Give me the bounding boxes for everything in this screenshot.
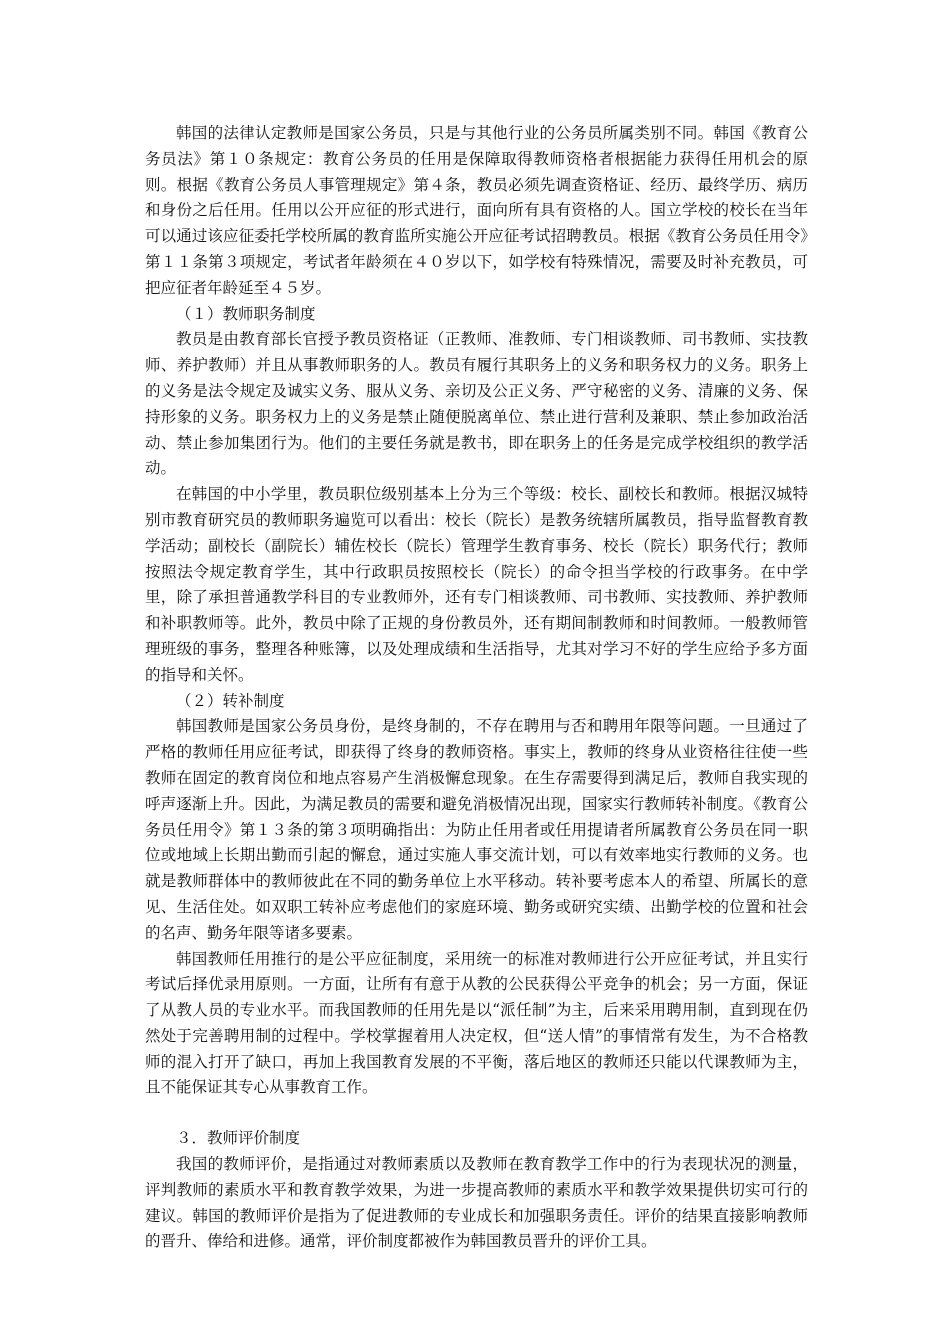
paragraph-teacher-evaluation: 我国的教师评价，是指通过对教师素质以及教师在教育教学工作中的行为表现状况的测量，评判教师的素质水平和教育教学效果，为进一步提高教师的素质水平和教学效果提供切实可行的建议。韩国的教师评价是指为了促进教师的专业成长和加强职务责任。评价的结果直接影响教师的晋升、俸给和进修。通常，评价制度都被作为韩国教员晋升的评价工具。 [145,1155,808,1251]
paragraph-teacher-duties: 教员是由教育部长官授予教员资格证（正教师、准教师、专门相谈教师、司书教师、实技教师、养护教师）并且从事教师职务的人。教员有履行其职务上的义务和职务权力的义务。职务上的义务是法令规定及诚实义务、服从义务、亲切及公正义务、严守秘密的义务、清廉的义务、保持形象的义务。职务权力上的义务是禁止随便脱离单位、禁止进行营利及兼职、禁止参加政治活动、禁止参加集团行为。他们的主要任务就是教书，即在职务上的任务是完成学校组织的教学活动。 [145,330,808,478]
paragraph-transfer-system: 韩国教师是国家公务员身份，是终身制的，不存在聘用与否和聘用年限等问题。一旦通过了严格的教师任用应征考试，即获得了终身的教师资格。事实上，教师的终身从业资格往往使一些教师在固定的教育岗位和地点容易产生消极懈怠现象。在生存需要得到满足后，教师自我实现的呼声逐渐上升。因此，为满足教员的需要和避免消极情况出现，国家实行教师转补制度。《教育公务员任用令》第１３条的第３项明确指出：为防止任用者或任用提请者所属教育公务员在同一职位或地域上长期出勤而引起的懈怠，通过实施人事交流计划，可以有效率地实行教师的义务。也就是教师群体中的教师彼此在不同的勤务单位上水平移动。转补要考虑本人的希望、所属长的意见、生活住处。如双职工转补应考虑他们的家庭环境、勤务或研究实绩、出勤学校的位置和社会的名声、勤务年限等诸多要素。 [145,717,808,942]
document-body [145,121,808,1255]
paragraph-teacher-ranks: 在韩国的中小学里，教员职位级别基本上分为三个等级：校长、副校长和教师。根据汉城特别市教育研究员的教师职务遍览可以看出：校长（院长）是教务统辖所属教员，指导监督教育教学活动；副校长（副院长）辅佐校长（院长）管理学生教育事务、校长（院长）职务代行；教师按照法令规定教育学生，其中行政职员按照校长（院长）的命令担当学校的行政事务。在中学里，除了承担普通教学科目的专业教师外，还有专门相谈教师、司书教师、实技教师、养护教师和补职教师等。此外，教员中除了正规的身份教员外，还有期间制教师和时间教师。一般教师管理班级的事务，整理各种账簿，以及处理成绩和生活指导，尤其对学习不好的学生应给予多方面的指导和关怀。 [145,485,808,684]
heading-teacher-evaluation: ３．教师评价制度 [176,1129,301,1148]
paragraph-recruitment-comparison: 韩国教师任用推行的是公平应征制度，采用统一的标准对教师进行公开应征考试，并且实行考试后择优录用原则。一方面，让所有有意于从教的公民获得公平竞争的机会；另一方面，保证了从教人员的专业水平。而我国教师的任用先是以“派任制”为主，后来采用聘用制，直到现在仍然处于完善聘用制的过程中。学校掌握着用人决定权，但“送人情”的事情常有发生，为不合格教师的混入打开了缺口，再加上我国教育发展的不平衡，落后地区的教师还只能以代课教师为主，且不能保证其专心从事教育工作。 [145,949,808,1097]
heading-transfer-system: （２）转补制度 [176,691,285,710]
paragraph-teacher-legal-status: 韩国的法律认定教师是国家公务员，只是与其他行业的公务员所属类别不同。韩国《教育公务员法》第１０条规定：教育公务员的任用是保障取得教师资格者根据能力获得任用机会的原则。根据《教育公务员人事管理规定》第４条，教员必须先调查资格证、经历、最终学历、病历和身份之后任用。任用以公开应征的形式进行，面向所有具有资格的人。国立学校的校长在当年可以通过该应征委托学校所属的教育监所实施公开应征考试招聘教员。根据《教育公务员任用令》第１１条第３项规定，考试者年龄须在４０岁以下，如学校有特殊情况，需要及时补充教员，可把应征者年龄延至４５岁。 [145,124,808,297]
heading-teacher-duty-system: （１）教师职务制度 [176,304,316,323]
